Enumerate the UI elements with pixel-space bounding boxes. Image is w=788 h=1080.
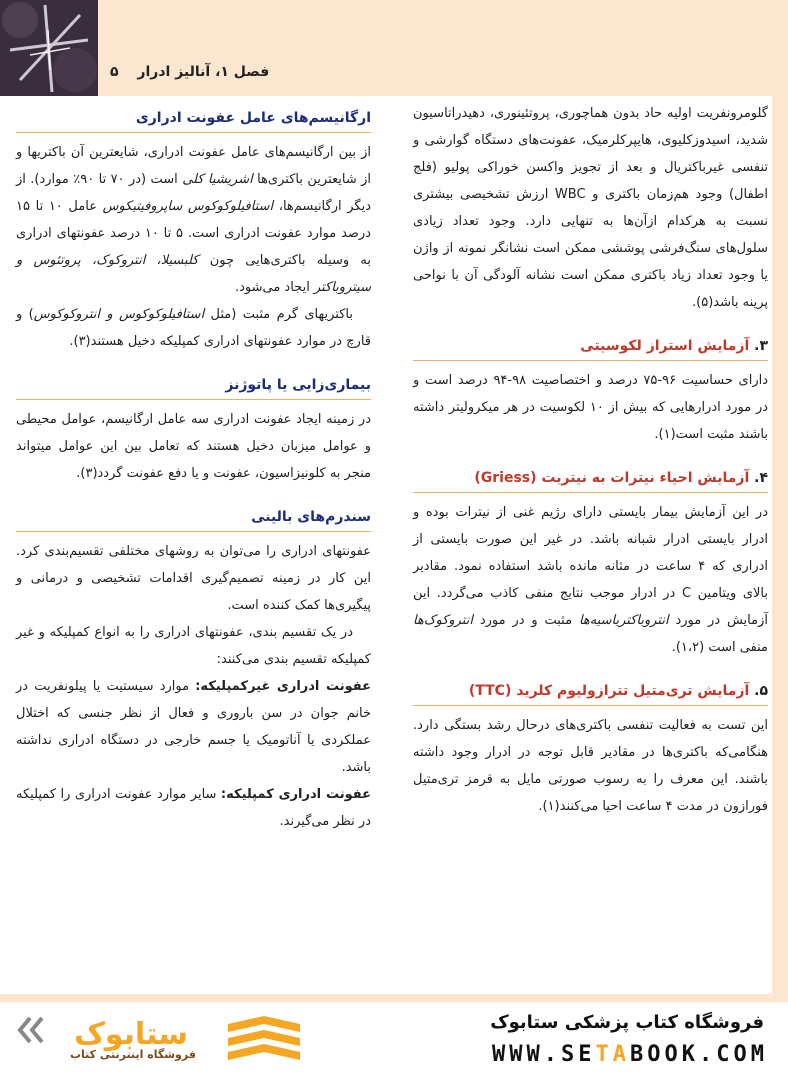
brand-logo-text: ستابوک: [74, 1017, 188, 1052]
ttc-paragraph: این تست به فعالیت تنفسی باکتری‌های درحال رشد بستگی دارد. هنگامی‌که باکتری‌ها در مقادیر قابل توجه در ادرار وجود داشته باشند. این معرف را به رسوب صورتی مایل به قرمز تری‌متیل فورازون در مدت ۴ ساعت احیا می‌کنند(۱).: [413, 718, 768, 814]
page-header: [0, 0, 788, 96]
chapter-title: فصل ۱، آنالیز ادرار: [137, 64, 270, 80]
pathogenesis-paragraph: در زمینه ایجاد عفونت ادراری سه عامل ارگانیسم، عوامل محیطی و عوامل میزبان دخیل هستند که تعامل بین این عوامل میتواند منجر به کلونیزاسیون، عفونت و یا دفع عفونت گردد(۳).: [16, 412, 371, 481]
store-url-link[interactable]: WWW.SETABOOK.COM: [492, 1042, 768, 1067]
intro-paragraph: گلومرونفریت اولیه حاد بدون هماچوری، پروتئینوری، دهیدراتاسیون شدید، اسیدوزکلیوی، هایپرکلرمیک، عفونت‌های دستگاه گوارشی و تنفسی غیرباکتریال و بعد از تجویز واکسن خوراکی پولیو (فلج اطفال) وجود هم‌زمان باکتری و WBC ارزش تشخیصی بیشتری نسبت به هرکدام از‌آن‌ها به تنهایی دارد. وجود تعداد زیادی سلول‌های سنگ‌فرشی پوششی ممکن است نشانگر نمونه از واژن یا وجود تعداد زیاد باکتری ممکن است نشانه آلودگی آن با نواحی پرینه باشد(۵).: [413, 106, 768, 310]
syndromes-paragraph-1: عفونتهای ادراری را می‌توان به روشهای مختلفی تقسیم‌بندی کرد. این کار در زمینه تصمیم‌گیری اقدامات تشخیصی و درمانی و پیگیری‌ها کمک کننده است.: [16, 544, 371, 613]
footer: [0, 1002, 788, 1080]
section-heading-organisms: ارگانیسم‌های عامل عفونت ادراری: [16, 106, 371, 133]
section-heading-ttc: ۵. آزمایش تری‌متیل تترازولیوم کلرید (TTC): [413, 679, 768, 706]
page-number: ۵: [110, 64, 119, 80]
chapter-header: [110, 64, 269, 86]
brand-logo-icon: [16, 1008, 206, 1074]
microscopy-image-icon: [0, 0, 98, 96]
griess-paragraph: در این آزمایش بیمار بایستی دارای رژیم غنی از نیترات بوده و ادرار بایستی ادرار شبانه باشد. در غیر این صورت بایستی از ادراری که ۴ ساعت در مثانه مانده باشد استفاده نمود. مقادیر بالای ویتامین C در ادرار موجب نتایج منفی کاذب می‌گردد. این آزمایش در مورد انتروباکتریاسیه‌ها مثبت و در مورد انتروکوک‌ها منفی است (۱،۲).: [413, 505, 769, 655]
leukocyte-esterase-paragraph: دارای حساسیت ۹۶-۷۵ درصد و اختصاصیت ۹۸-۹۴ درصد است و در مورد ادرارهایی که بیش از ۱۰ لکوسیت در هر میکرولیتر داشته باشند مثبت است(۱).: [413, 373, 769, 442]
syndromes-paragraph-2: در یک تقسیم بندی، عفونتهای ادراری را به انواع کمپلیکه و غیر کمپلیکه تقسیم بندی می‌کنند:: [16, 625, 371, 667]
section-heading-pathogenesis: بیماری‌زایی یا پاتوژنز: [16, 373, 371, 400]
left-column: [16, 100, 371, 835]
store-name: فروشگاه کتاب پزشکی ستابوک: [490, 1012, 764, 1033]
section-heading-leukocyte-esterase: ۳. آزمایش استراز لکوسیتی: [413, 334, 768, 361]
brand-tagline: فروشگاه اینترنتی کتاب: [70, 1048, 196, 1061]
header-photo: [0, 0, 98, 96]
bottom-band: [0, 994, 788, 1002]
section-heading-syndromes: سندرم‌های بالینی: [16, 505, 371, 532]
book-stack-logo-icon: [222, 1014, 306, 1070]
complicated-paragraph: عفونت ادراری کمپلیکه: سایر موارد عفونت ادراری را کمپلیکه در نظر می‌گیرند.: [16, 787, 371, 829]
section-heading-griess: ۴. آزمایش احیاء نیترات به نیتریت (Griess): [413, 466, 768, 493]
right-column: [413, 100, 768, 820]
uncomplicated-paragraph: عفونت ادراری غیرکمپلیکه: موارد سیستیت یا پیلونفریت در خانم جوان در سن باروری و فعال از نظر جنسی که اختلال عملکردی یا آناتومیک یا جسم خارجی در دستگاه ادراری نداشته باشد.: [16, 679, 371, 775]
side-strip: [772, 96, 788, 994]
organisms-paragraph-2: باکتریهای گرم مثبت (مثل استافیلوکوکوس و انتروکوکوس) و قارچ در موارد عفونتهای ادراری کمپلیکه دخیل هستند(۳).: [16, 307, 371, 349]
organisms-paragraph-1: از بین ارگانیسم‌های عامل عفونت ادراری، شایعترین آن باکتریها و از شایعترین باکتری‌ها اشریشیا کلی است (در ۷۰ تا ۹۰٪ موارد). از دیگر ارگانیسم‌ها، استافیلوکوکوس ساپروفیتیکوس عامل ۱۰ تا ۱۵ درصد موارد عفونت ادراری است. ۵ تا ۱۰ درصد عفونتهای ادراری به وسیله باکتری‌هایی چون کلبسیلا، انتروکوک، پروتئوس و سیتروباکتر ایجاد می‌شود.: [16, 145, 372, 295]
